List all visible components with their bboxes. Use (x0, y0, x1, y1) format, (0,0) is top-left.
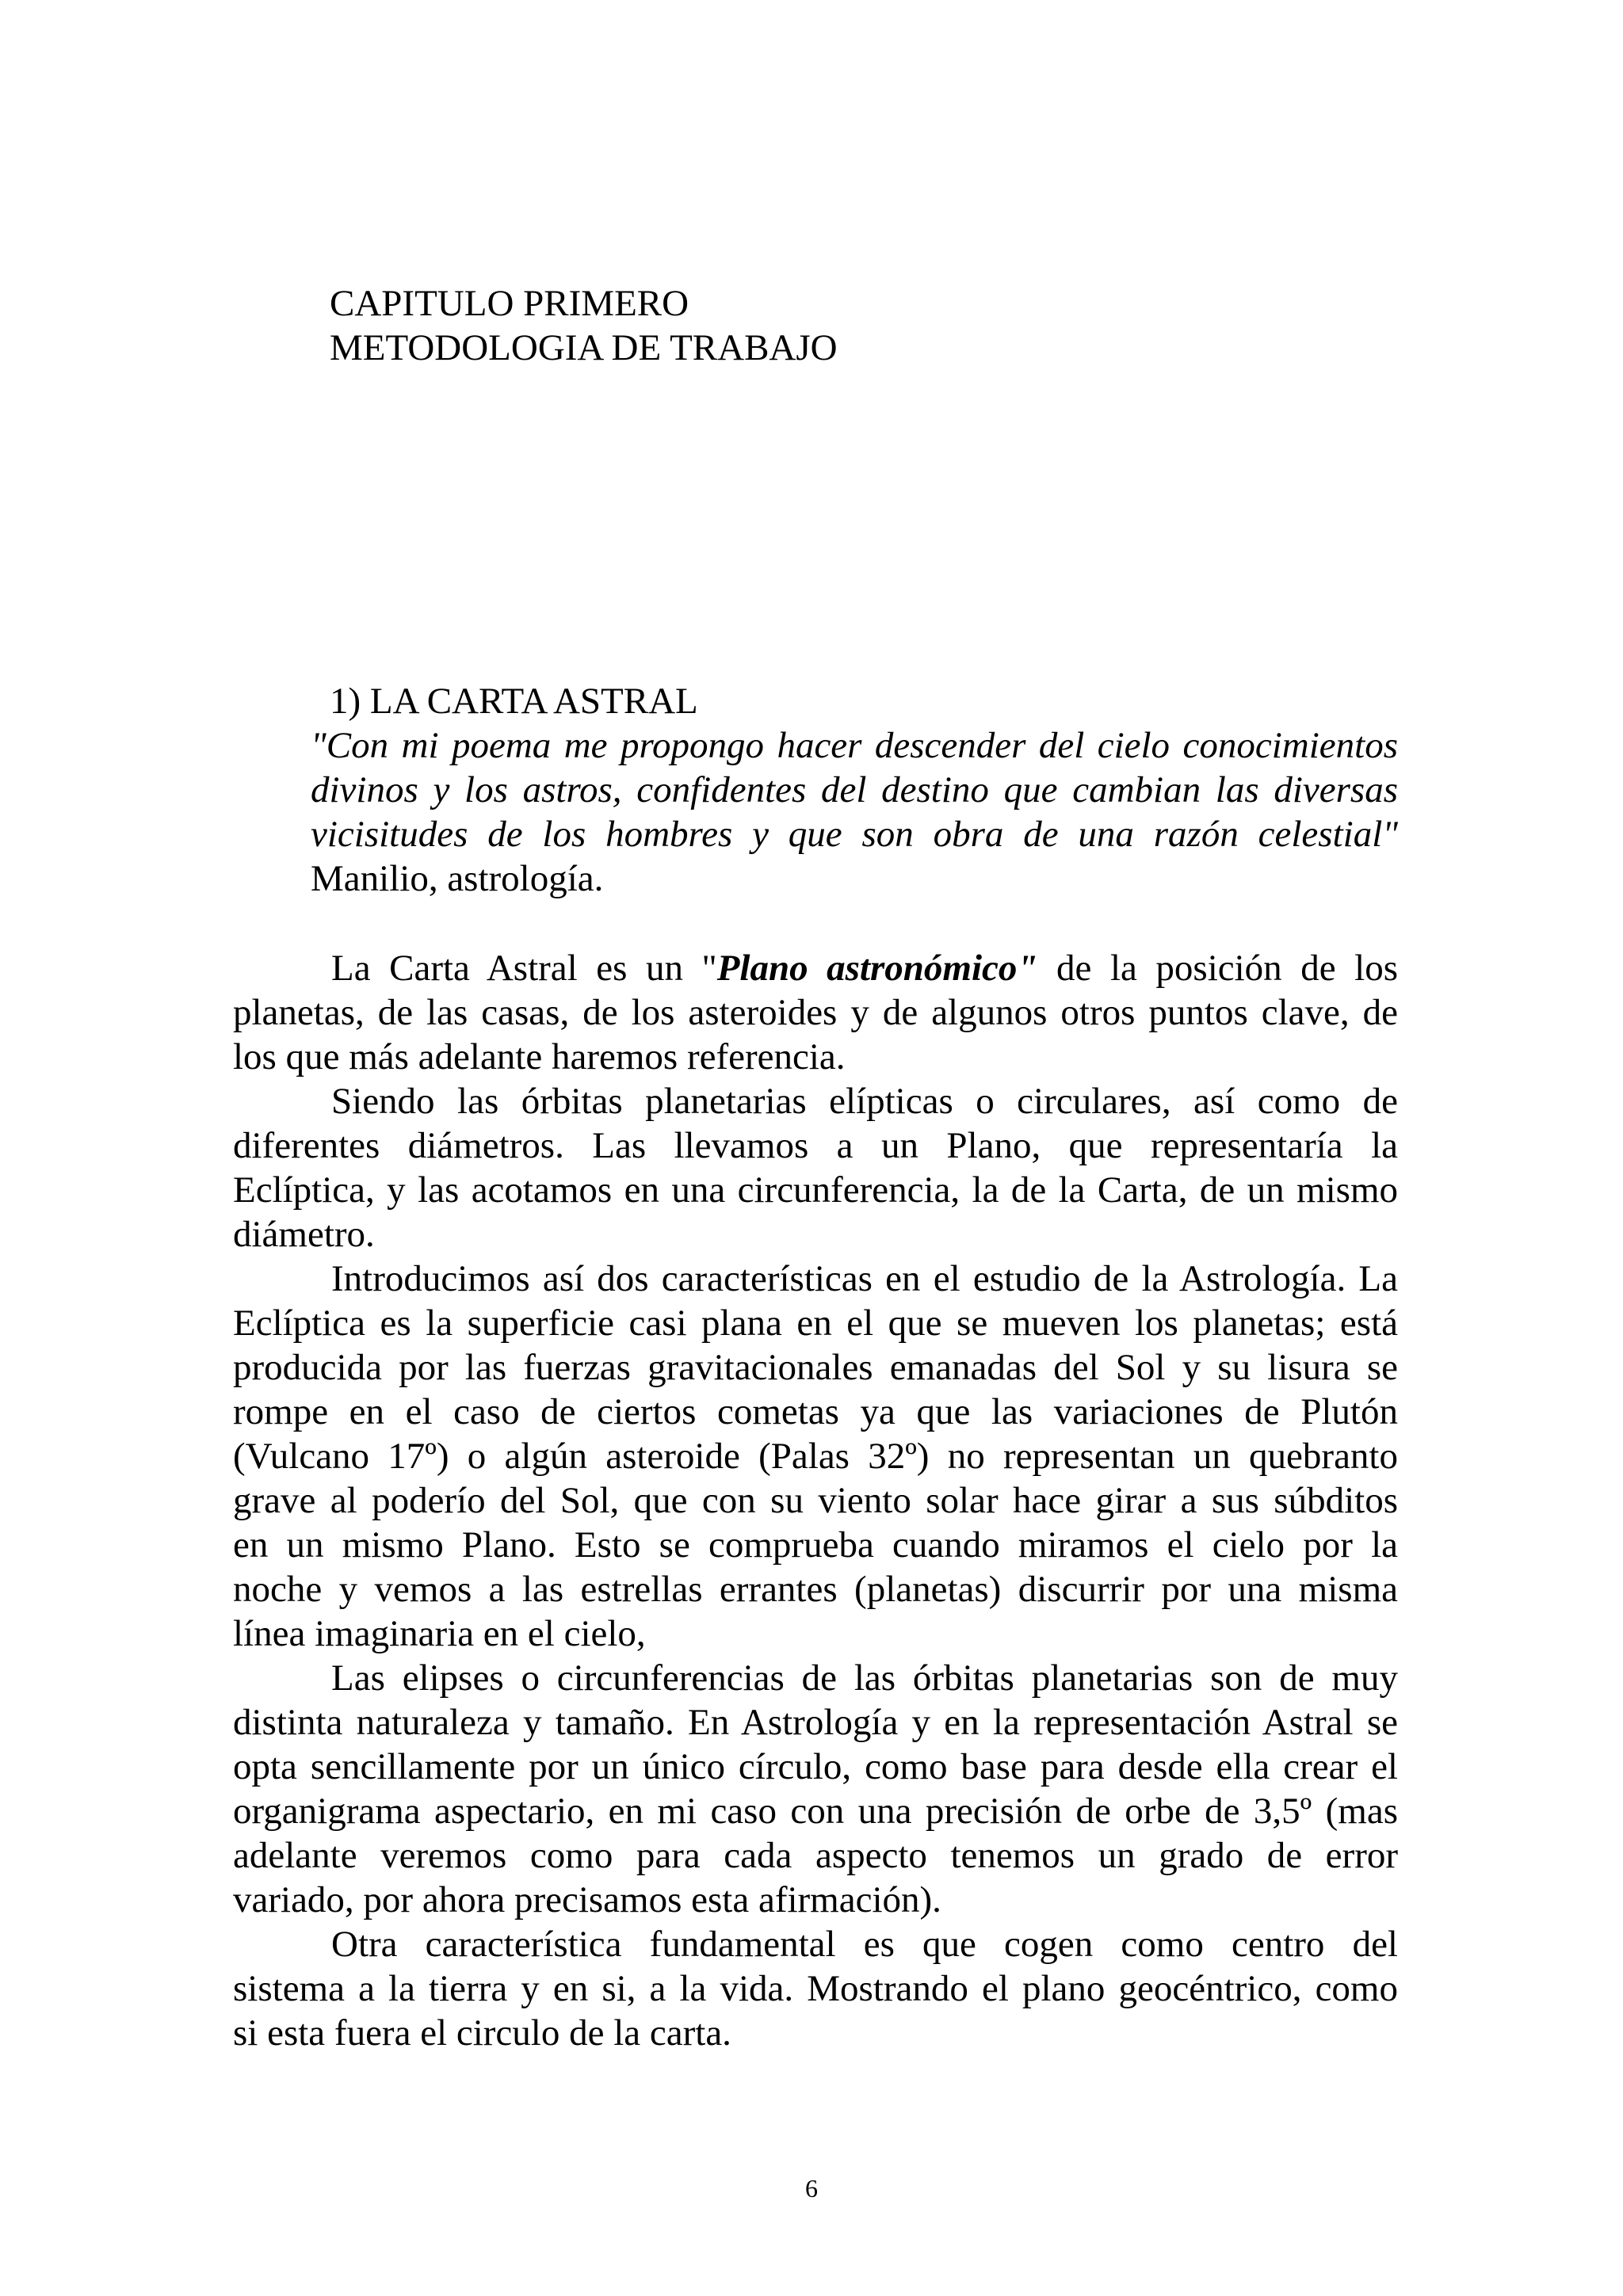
paragraph-line: diámetro. (233, 1214, 375, 1255)
epigraph-line: divinos y los astros, confidentes del destino que cambian las diversas (311, 769, 1398, 810)
paragraph-line: en un mismo Plano. Esto se comprueba cuando miramos el cielo por la (233, 1524, 1398, 1566)
paragraph-line: distinta naturaleza y tamaño. En Astrología y en la representación Astral se (233, 1702, 1398, 1743)
epigraph-source: Manilio, astrología. (311, 858, 604, 899)
paragraph-line: grave al poderío del Sol, que con su viento solar hace girar a sus súbditos (233, 1480, 1398, 1521)
paragraph-line: Siendo las órbitas planetarias elípticas o circulares, así como de (331, 1081, 1398, 1122)
paragraph-line: Introducimos así dos características en el estudio de la Astrología. La (331, 1258, 1398, 1299)
paragraph-line: Las elipses o circunferencias de las órbitas planetarias son de muy (331, 1657, 1398, 1699)
epigraph-line: "Con mi poema me propongo hacer descender del cielo conocimientos (311, 725, 1398, 766)
paragraph-line: noche y vemos a las estrellas errantes (planetas) discurrir por una misma (233, 1569, 1398, 1610)
paragraph-line: planetas, de las casas, de los asteroides y de algunos otros puntos clave, de (233, 992, 1398, 1033)
emphasis-text: Plano astronómico" (716, 948, 1038, 989)
chapter-heading (330, 281, 838, 370)
chapter-title: METODOLOGIA DE TRABAJO (330, 327, 838, 368)
paragraph-line: los que más adelante haremos referencia. (233, 1036, 846, 1077)
paragraph-line: rompe en el caso de ciertos cometas ya que las variaciones de Plutón (233, 1391, 1398, 1432)
epigraph-line: vicisitudes de los hombres y que son obra de una razón celestial" (311, 814, 1398, 855)
epigraph-quote (311, 723, 1398, 856)
paragraph-line: organigrama aspectario, en mi caso con una precisión de orbe de 3,5º (mas (233, 1791, 1398, 1832)
chapter-number: CAPITULO PRIMERO (330, 283, 689, 324)
paragraph-line: Eclíptica, y las acotamos en una circunferencia, la de la Carta, de un mismo (233, 1169, 1398, 1211)
paragraph-line: variado, por ahora precisamos esta afirmación). (233, 1879, 941, 1920)
text-run: La Carta Astral es un " (331, 948, 717, 989)
paragraph-line: (Vulcano 17º) o algún asteroide (Palas 32º) no representan un quebranto (233, 1436, 1398, 1477)
text-run: de la posición de los (1037, 948, 1398, 989)
paragraph-line: sistema a la tierra y en si, a la vida. Mostrando el plano geocéntrico, como (233, 1968, 1398, 2009)
paragraph-line: línea imaginaria en el cielo, (233, 1613, 646, 1654)
paragraph-line: producida por las fuerzas gravitacionales emanadas del Sol y su lisura se (233, 1347, 1398, 1388)
paragraph-line: Otra característica fundamental es que cogen como centro del (331, 1924, 1398, 1965)
page-number: 6 (805, 2174, 818, 2203)
paragraph-line: diferentes diámetros. Las llevamos a un Plano, que representaría la (233, 1125, 1398, 1166)
section-title: 1) LA CARTA ASTRAL (330, 681, 698, 722)
body-text (233, 946, 1398, 2055)
paragraph-line: adelante veremos como para cada aspecto tenemos un grado de error (233, 1835, 1398, 1876)
paragraph-line: opta sencillamente por un único círculo, como base para desde ella crear el (233, 1746, 1398, 1787)
paragraph-line: si esta fuera el circulo de la carta. (233, 2012, 731, 2054)
paragraph-line (233, 946, 1398, 990)
paragraph-line: Eclíptica es la superficie casi plana en el que se mueven los planetas; está (233, 1302, 1398, 1344)
